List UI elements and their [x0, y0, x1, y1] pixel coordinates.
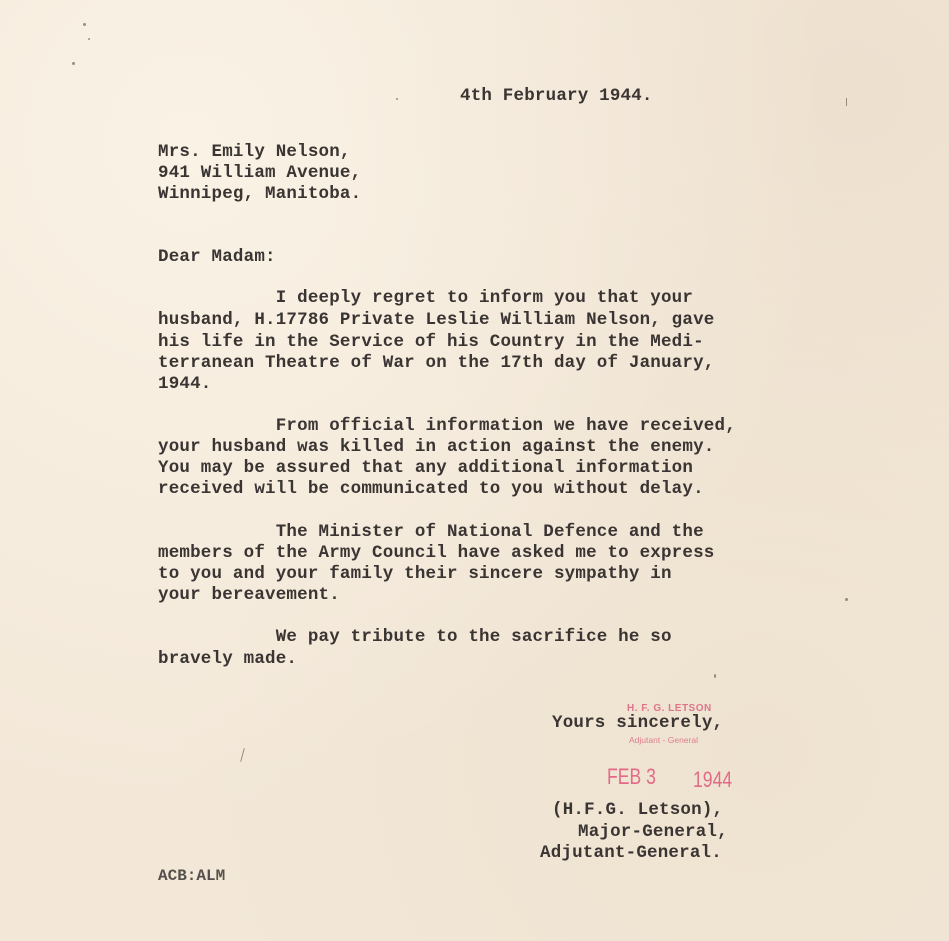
paragraph-line: your bereavement. — [158, 585, 340, 605]
recipient-street: 941 William Avenue, — [158, 163, 362, 183]
stamp-name: H. F. G. LETSON — [627, 703, 712, 714]
paragraph-line: his life in the Service of his Country in the Medi- — [158, 332, 704, 352]
stamp-date-day: FEB 3 — [607, 764, 656, 789]
paragraph-line: members of the Army Council have asked me to express — [158, 543, 715, 563]
signatory-name: (H.F.G. Letson), — [552, 800, 724, 820]
paragraph-line: 1944. — [158, 374, 212, 394]
reference-initials: ACB:ALM — [158, 867, 226, 885]
paragraph-line: to you and your family their sincere sympathy in — [158, 564, 672, 584]
paragraph-line: From official information we have received, — [158, 416, 736, 436]
paragraph-line: The Minister of National Defence and the — [158, 522, 704, 542]
paragraph-line: husband, H.17786 Private Leslie William Nelson, gave — [158, 310, 715, 330]
stamp-date-year: 1944 — [693, 767, 733, 792]
paragraph-line: I deeply regret to inform you that your — [158, 288, 694, 308]
paragraph-line: your husband was killed in action against the enemy. — [158, 437, 715, 457]
paper-speck — [714, 674, 716, 678]
paragraph-line: received will be communicated to you without delay. — [158, 479, 704, 499]
recipient-city: Winnipeg, Manitoba. — [158, 184, 362, 204]
letter-date: 4th February 1944. — [460, 86, 653, 106]
paper-speck — [396, 98, 398, 100]
paragraph-line: terranean Theatre of War on the 17th day of January, — [158, 353, 715, 373]
paper-speck — [845, 598, 848, 601]
recipient-name: Mrs. Emily Nelson, — [158, 142, 351, 162]
signatory-rank: Major-General, — [578, 822, 728, 842]
paragraph-line: You may be assured that any additional information — [158, 458, 694, 478]
closing: Yours sincerely, — [552, 713, 724, 733]
salutation: Dear Madam: — [158, 247, 276, 267]
paper-speck — [72, 62, 75, 65]
paper-speck — [83, 23, 86, 26]
paragraph-line: bravely made. — [158, 649, 298, 669]
paper-speck — [88, 38, 90, 40]
signatory-title: Adjutant-General. — [540, 843, 722, 863]
stamp-title: Adjutant - General — [629, 735, 698, 745]
paper-speck — [240, 748, 245, 762]
paragraph-line: We pay tribute to the sacrifice he so — [158, 627, 672, 647]
paper-speck — [846, 98, 847, 106]
